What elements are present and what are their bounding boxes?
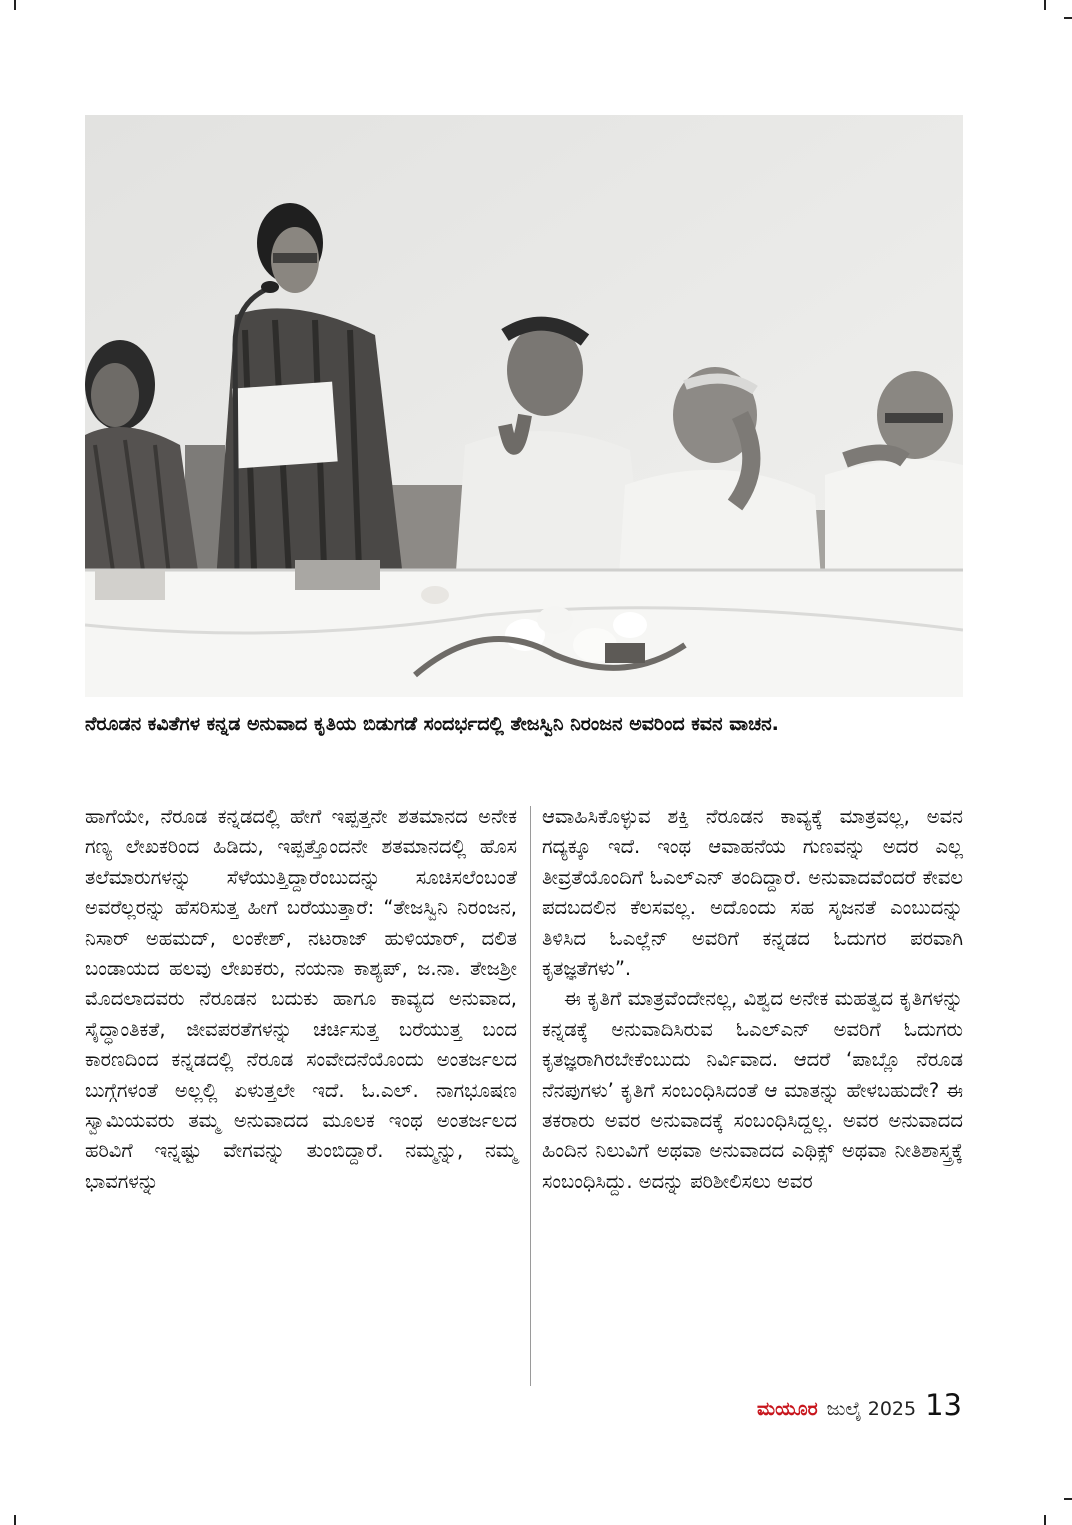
crop-mark-top-right [1044, 0, 1046, 10]
crop-mark-top-left [14, 0, 16, 10]
page-footer [757, 1388, 962, 1428]
crop-mark-bottom-left [14, 1515, 16, 1525]
page-number: 13 [925, 1388, 962, 1422]
article-column-right [542, 802, 963, 1197]
paragraph: ಈ ಕೃತಿಗೆ ಮಾತ್ರವೆಂದೇನಲ್ಲ, ವಿಶ್ವದ ಅನೇಕ ಮಹತ್ವದ ಕೃತಿಗಳನ್ನು ಕನ್ನಡಕ್ಕೆ ಅನುವಾದಿಸಿರುವ ಓಎಲ್‌ಎನ್ ಅವರಿಗೆ ಓದುಗರು ಕೃತಜ್ಞರಾಗಿರಬೇಕೆಂಬುದು ನಿರ್ವಿವಾದ. ಆದರೆ ‘ಪಾಬ್ಲೊ ನೆರೂಡ ನೆನಪುಗಳು’ ಕೃತಿಗೆ ಸಂಬಂಧಿಸಿದಂತೆ ಆ ಮಾತನ್ನು ಹೇಳಬಹುದೇ? ಈ ತಕರಾರು ಅವರ ಅನುವಾದಕ್ಕೆ ಸಂಬಂಧಿಸಿದ್ದಲ್ಲ. ಅವರ ಅನುವಾದದ ಹಿಂದಿನ ನಿಲುವಿಗೆ ಅಥವಾ ಅನುವಾದದ ಎಥಿಕ್ಸ್ ಅಥವಾ ನೀತಿಶಾಸ್ತ್ರಕ್ಕೆ ಸಂಬಂಧಿಸಿದ್ದು. ಅದನ್ನು ಪರಿಶೀಲಿಸಲು ಅವರ [542, 987, 963, 1193]
photo-event-icon [85, 115, 963, 697]
crop-mark-right-upper [1064, 17, 1072, 19]
paragraph: ಆವಾಹಿಸಿಕೊಳ್ಳುವ ಶಕ್ತಿ ನೆರೂಡನ ಕಾವ್ಯಕ್ಕೆ ಮಾತ್ರವಲ್ಲ, ಅವನ ಗದ್ಯಕ್ಕೂ ಇದೆ. ಇಂಥ ಆವಾಹನೆಯ ಗುಣವನ್ನು ಅದರ ಎಲ್ಲ ತೀವ್ರತೆಯೊಂದಿಗೆ ಓಎಲ್‌ಎನ್ ತಂದಿದ್ದಾರೆ. ಅನುವಾದವೆಂದರೆ ಕೇವಲ ಪದಬದಲಿನ ಕೆಲಸವಲ್ಲ. ಅದೊಂದು ಸಹ ಸೃಜನತೆ ಎಂಬುದನ್ನು ತಿಳಿಸಿದ ಓಎಲ್ಲೆನ್ ಅವರಿಗೆ ಕನ್ನಡದ ಓದುಗರ ಪರವಾಗಿ ಕೃತಜ್ಞತೆಗಳು”. [542, 805, 963, 981]
crop-mark-right-lower [1064, 1498, 1072, 1500]
photo-caption: ನೆರೂಡನ ಕವಿತೆಗಳ ಕನ್ನಡ ಅನುವಾದ ಕೃತಿಯ ಬಿಡುಗಡೆ ಸಂದರ್ಭದಲ್ಲಿ ತೇಜಸ್ವಿನಿ ನಿರಂಜನ ಅವರಿಂದ ಕವನ ವಾಚನ. [85, 713, 779, 735]
article-column-left [85, 802, 517, 1197]
column-divider [530, 806, 531, 1386]
event-photograph [85, 115, 963, 697]
issue-date: ಜುಲೈ 2025 [826, 1398, 917, 1420]
paragraph: ಹಾಗೆಯೇ, ನೆರೂಡ ಕನ್ನಡದಲ್ಲಿ ಹೇಗೆ ಇಪ್ಪತ್ತನೇ ಶತಮಾನದ ಅನೇಕ ಗಣ್ಯ ಲೇಖಕರಿಂದ ಹಿಡಿದು, ಇಪ್ಪತ್ತೊಂದನೇ ಶತಮಾನದಲ್ಲಿ ಹೊಸ ತಲೆಮಾರುಗಳನ್ನು ಸೆಳೆಯುತ್ತಿದ್ದಾರೆಂಬುದನ್ನು ಸೂಚಿಸಲೆಂಬಂತೆ ಅವರೆಲ್ಲರನ್ನು ಹೆಸರಿಸುತ್ತ ಹೀಗೆ ಬರೆಯುತ್ತಾರೆ: “ತೇಜಸ್ವಿನಿ ನಿರಂಜನ, ನಿಸಾರ್ ಅಹಮದ್, ಲಂಕೇಶ್, ನಟರಾಜ್ ಹುಳಿಯಾರ್, ದಲಿತ ಬಂಡಾಯದ ಹಲವು ಲೇಖಕರು, ನಯನಾ ಕಾಶ್ಯಪ್, ಜ.ನಾ. ತೇಜಶ್ರೀ ಮೊದಲಾದವರು ನೆರೂಡನ ಬದುಕು ಹಾಗೂ ಕಾವ್ಯದ ಅನುವಾದ, ಸೈದ್ಧಾಂತಿಕತೆ, ಜೀವಪರತೆಗಳನ್ನು ಚರ್ಚಿಸುತ್ತ ಬರೆಯುತ್ತ ಬಂದ ಕಾರಣದಿಂದ ಕನ್ನಡದಲ್ಲಿ ನೆರೂಡ ಸಂವೇದನೆಯೊಂದು ಅಂತರ್ಜಲದ ಬುಗ್ಗೆಗಳಂತೆ ಅಲ್ಲಲ್ಲಿ ಏಳುತ್ತಲೇ ಇದೆ. ಓ.ಎಲ್. ನಾಗಭೂಷಣ ಸ್ವಾಮಿಯವರು ತಮ್ಮ ಅನುವಾದದ ಮೂಲಕ ಇಂಥ ಅಂತರ್ಜಲದ ಹರಿವಿಗೆ ಇನ್ನಷ್ಟು ವೇಗವನ್ನು ತುಂಬಿದ್ದಾರೆ. ನಮ್ಮನ್ನು, ನಮ್ಮ ಭಾವಗಳನ್ನು [85, 805, 517, 1193]
magazine-logo: ಮಯೂರ [757, 1398, 818, 1420]
crop-mark-bottom-right [1044, 1515, 1046, 1525]
